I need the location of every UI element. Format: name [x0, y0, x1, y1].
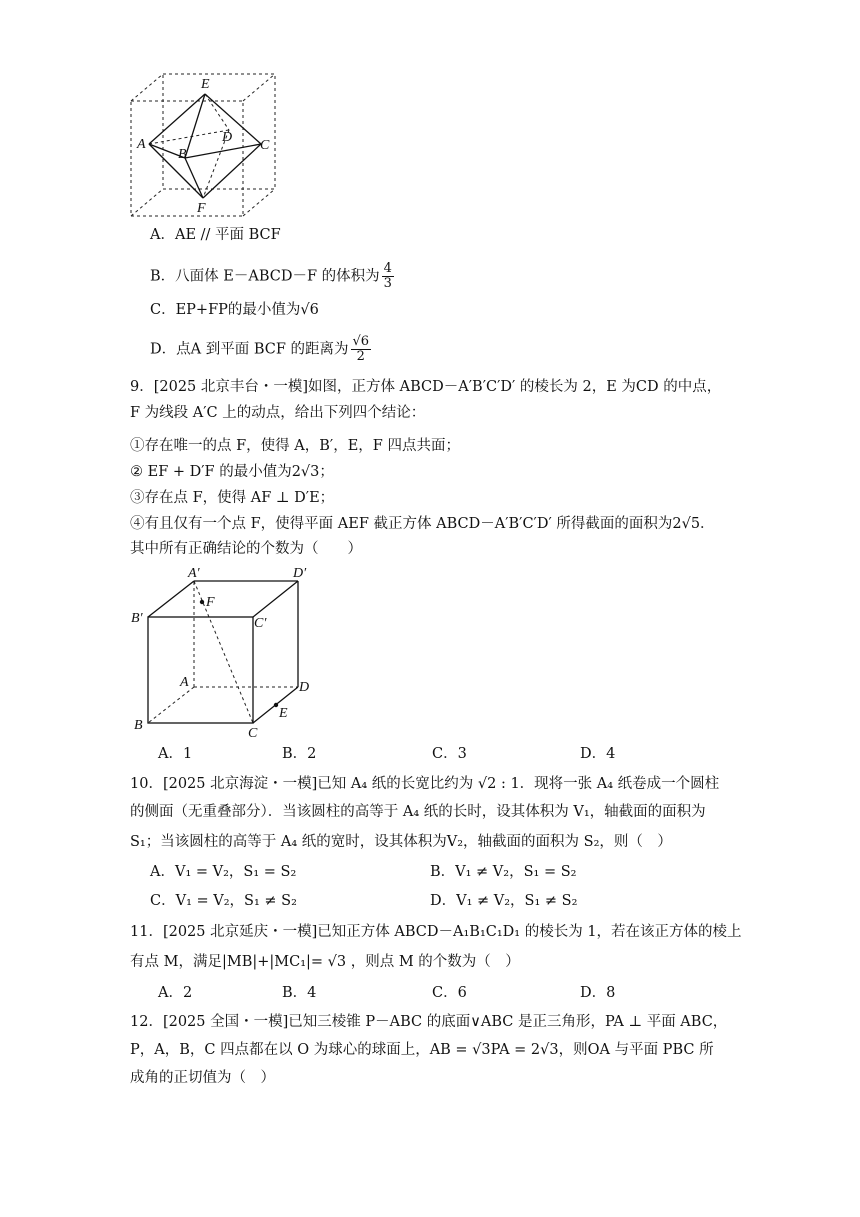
q8-option-d: [150, 335, 373, 364]
denominator: 2: [356, 349, 365, 364]
label-B-prime: B′: [131, 611, 143, 626]
q9-line1: 9．[2025 北京丰台・一模]如图，正方体 ABCD－A′B′C′D′ 的棱长为 2，E 为CD 的中点，: [130, 379, 722, 395]
q8-option-b-text: B．八面体 E－ABCD－F 的体积为: [150, 268, 380, 285]
q9-option-b: B．2: [282, 746, 317, 762]
q12-line3: 成角的正切值为（ ）: [130, 1070, 275, 1086]
q9-statement3: ③存在点 F，使得 AF ⊥ D′E；: [130, 490, 335, 506]
label-F: F: [206, 595, 215, 610]
q9-option-a: A．1: [158, 746, 193, 762]
q8-option-d-text: D．点A 到平面 BCF 的距离为: [150, 341, 349, 358]
label-E: E: [279, 706, 288, 721]
label-A-prime: A′: [188, 566, 200, 581]
label-C: C: [248, 726, 258, 741]
label-D-prime: D′: [293, 566, 307, 581]
q10-line2: 的侧面（无重叠部分）．当该圆柱的高等于 A₄ 纸的长时，设其体积为 V₁，轴截面的面积为: [130, 804, 706, 820]
q10-option-a: A．V₁ = V₂，S₁ = S₂: [150, 864, 297, 880]
q11-option-a: A．2: [158, 985, 193, 1001]
q11-option-b: B．4: [282, 985, 317, 1001]
q10-option-d: D．V₁ ≠ V₂，S₁ ≠ S₂: [430, 893, 578, 909]
q11-option-d: D．8: [580, 985, 616, 1001]
q10-line3: S₁；当该圆柱的高等于 A₄ 纸的宽时，设其体积为V₂，轴截面的面积为 S₂，则（ ）: [130, 834, 672, 850]
q10-line1: 10．[2025 北京海淀・一模]已知 A₄ 纸的长宽比约为 √2 : 1．现将一张 A₄ 纸卷成一个圆柱: [130, 776, 720, 792]
q9-statement4: ④有且仅有一个点 F，使得平面 AEF 截正方体 ABCD－A′B′C′D′ 所得截面的面积为2√5．: [130, 516, 715, 532]
label-C: C: [260, 138, 270, 153]
label-B: B: [134, 718, 143, 733]
q8-option-b: [150, 262, 396, 291]
q10-option-b: B．V₁ ≠ V₂，S₁ = S₂: [430, 864, 577, 880]
q11-line2: 有点 M，满足|MB|+|MC₁|= √3 ，则点 M 的个数为（ ）: [130, 954, 520, 970]
label-D: D: [299, 680, 310, 695]
numerator: √6: [352, 334, 370, 349]
q12-line2: P，A，B，C 四点都在以 O 为球心的球面上，AB = √3PA = 2√3，则OA 与平面 PBC 所: [130, 1042, 714, 1058]
q8-option-a: A．AE // 平面 BCF: [150, 227, 281, 243]
label-C-prime: C′: [254, 616, 267, 631]
q9-line2: F 为线段 A′C 上的动点，给出下列四个结论：: [130, 405, 426, 421]
cube-figure: [128, 565, 328, 745]
q11-option-c: C．6: [432, 985, 467, 1001]
label-E: E: [201, 77, 210, 92]
q9-statement1: ①存在唯一的点 F，使得 A，B′，E，F 四点共面；: [130, 438, 460, 454]
q12-line1: 12．[2025 全国・一模]已知三棱锥 P－ABC 的底面∨ABC 是正三角形，PA ⊥ 平面 ABC，: [130, 1014, 728, 1030]
q9-question: 其中所有正确结论的个数为（ ）: [130, 541, 362, 557]
q10-option-c: C．V₁ = V₂，S₁ ≠ S₂: [150, 893, 297, 909]
label-A: A: [180, 675, 189, 690]
fraction: [382, 262, 394, 291]
q9-statement2: ② EF + D′F 的最小值为2√3；: [130, 464, 334, 480]
q9-option-d: D．4: [580, 746, 616, 762]
q11-line1: 11．[2025 北京延庆・一模]已知正方体 ABCD－A₁B₁C₁D₁ 的棱长为 1，若在该正方体的棱上: [130, 924, 742, 940]
numerator: 4: [383, 261, 392, 276]
denominator: 3: [383, 276, 392, 291]
octahedron-figure: [125, 68, 285, 218]
label-A: A: [137, 137, 146, 152]
label-D: D: [222, 130, 233, 145]
label-B: B: [178, 147, 187, 162]
q8-option-c: C．EP+FP的最小值为√6: [150, 302, 319, 318]
fraction: [351, 335, 372, 364]
q9-option-c: C．3: [432, 746, 467, 762]
label-F: F: [197, 201, 206, 216]
